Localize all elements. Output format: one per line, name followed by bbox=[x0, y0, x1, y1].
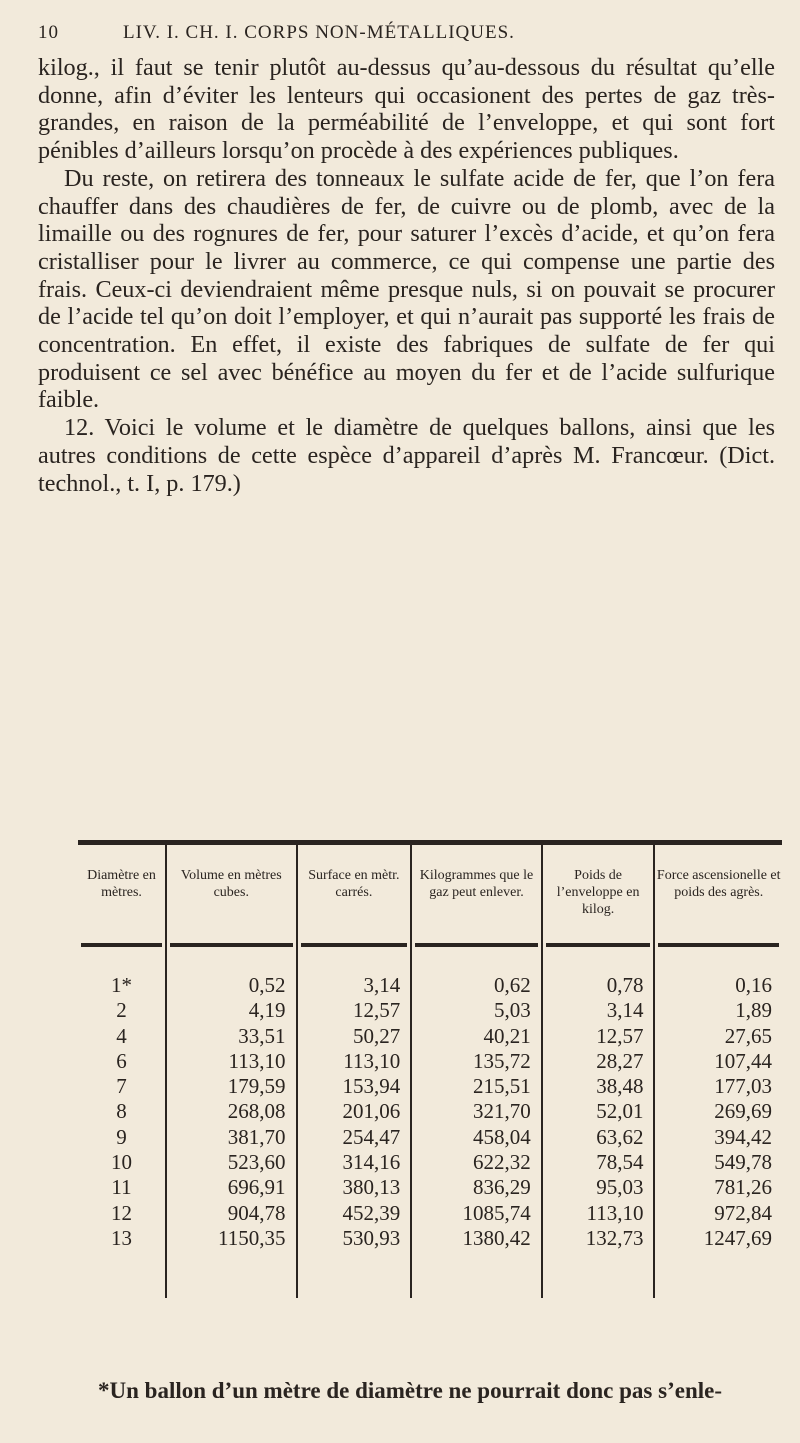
page-number: 10 bbox=[38, 22, 59, 43]
table-cell: 113,10 bbox=[586, 1200, 644, 1225]
column-cells bbox=[298, 947, 411, 1298]
table-cell: 0,52 bbox=[248, 973, 286, 997]
table-cell: 201,06 bbox=[342, 1099, 401, 1124]
table-cell: 0,78 bbox=[606, 973, 644, 997]
table-cell: 4 bbox=[116, 1023, 127, 1048]
column-header: Force ascensionelle et poids des agrès. bbox=[656, 868, 781, 900]
table-cell: 6 bbox=[116, 1048, 127, 1073]
column-header: Kilogrammes que le gaz peut enlever. bbox=[419, 868, 534, 900]
table-cell: 0,16 bbox=[735, 973, 772, 997]
table-cell: 904,78 bbox=[227, 1200, 286, 1225]
table-cell: 3,14 bbox=[363, 973, 401, 997]
column-cells bbox=[167, 947, 296, 1298]
column-cells bbox=[412, 947, 541, 1298]
table-cell: 40,21 bbox=[483, 1023, 531, 1048]
column-header: Volume en mètres cubes. bbox=[180, 868, 282, 900]
table-cell: 27,65 bbox=[724, 1023, 772, 1048]
table-cell: 1380,42 bbox=[462, 1225, 531, 1250]
table-cell: 268,08 bbox=[227, 1099, 286, 1124]
table-cell: 321,70 bbox=[472, 1099, 531, 1124]
table-cell: 696,91 bbox=[227, 1175, 286, 1200]
table-cell: 0,62 bbox=[493, 973, 531, 997]
table-cell: 1,89 bbox=[735, 998, 772, 1023]
table-cell: 3,14 bbox=[606, 998, 644, 1023]
table-cell: 107,44 bbox=[714, 1048, 772, 1073]
table-column bbox=[167, 845, 298, 1298]
column-cells bbox=[655, 947, 782, 1298]
paragraph: Du reste, on retirera des tonneaux le sulfate acide de fer, que l’on fera chauffer dans des chaudières de fer, de cuivre ou de plomb, avec de la limaille ou des rognures de fer, pour saturer l’excès d’acide, et qu’on fera cristalliser pour le livrer au commerce, ce qui compense une partie des frais. Ceux-ci deviendraient même presque nuls, si on pouvait se procurer de l’acide tel qu’on doit l’employer, et qui n’aurait pas supporté les frais de concentration. En effet, il existe des fabriques de sulfate de fer qui produisent ce sel avec bénéfice au moyen du fer et de l’acide sulfurique faible. bbox=[38, 164, 775, 414]
table-cell: 52,01 bbox=[596, 1099, 644, 1124]
table-cell: 1150,35 bbox=[218, 1225, 286, 1250]
table-column bbox=[543, 845, 656, 1298]
table-column bbox=[412, 845, 543, 1298]
table-cell: 254,47 bbox=[342, 1124, 401, 1149]
table-cell: 7 bbox=[116, 1074, 127, 1099]
table-cell: 179,59 bbox=[227, 1074, 286, 1099]
table-cell: 177,03 bbox=[714, 1074, 772, 1099]
table-cell: 38,48 bbox=[596, 1074, 644, 1099]
table-column bbox=[78, 845, 167, 1298]
paragraph: kilog., il faut se tenir plutôt au-dessus qu’au-dessous du résultat qu’elle donne, afin d’éviter les lenteurs qui occasionent des pertes de gaz très-grandes, en raison de la perméabilité de l’enveloppe, et qui sont fort pénibles d’ailleurs lorsqu’on procède à des expériences publiques. bbox=[38, 54, 775, 165]
table-cell: 380,13 bbox=[342, 1175, 401, 1200]
table-cell: 8 bbox=[116, 1099, 127, 1124]
column-cells bbox=[78, 947, 165, 1298]
table-cell: 781,26 bbox=[714, 1175, 772, 1200]
table-cell: 12,57 bbox=[596, 1023, 644, 1048]
table-cell: 1085,74 bbox=[462, 1200, 531, 1225]
table-cell: 530,93 bbox=[342, 1225, 401, 1250]
paragraph: 12. Voici le volume et le diamètre de quelques ballons, ainsi que les autres conditions de cette espèce d’appareil d’après M. Francœur. (Dict. technol., t. I, p. 179.) bbox=[38, 414, 775, 497]
table-cell: 549,78 bbox=[714, 1150, 772, 1175]
table-cell: 2 bbox=[116, 998, 127, 1023]
table-cell: 13 bbox=[111, 1225, 132, 1250]
table-cell: 132,73 bbox=[585, 1225, 644, 1250]
table-column bbox=[655, 845, 782, 1298]
table-cell: 153,94 bbox=[342, 1074, 401, 1099]
column-header: Poids de l’enveloppe en kilog. bbox=[556, 868, 640, 917]
table-cell: 28,27 bbox=[596, 1048, 644, 1073]
table-cell: 63,62 bbox=[596, 1124, 644, 1149]
table-cell: 12,57 bbox=[352, 998, 401, 1023]
footnote: *Un ballon d’un mètre de diamètre ne pourrait donc pas s’enle- bbox=[98, 1378, 722, 1403]
table-cell: 622,32 bbox=[472, 1150, 531, 1175]
table-cell: 113,10 bbox=[343, 1048, 401, 1073]
column-cells bbox=[543, 947, 654, 1298]
column-header: Diamètre en mètres. bbox=[87, 868, 156, 900]
table-cell: 1247,69 bbox=[703, 1225, 772, 1250]
table-cell: 78,54 bbox=[596, 1150, 644, 1175]
table-cell: 458,04 bbox=[472, 1124, 531, 1149]
table-cell: 9 bbox=[116, 1124, 127, 1149]
table-cell: 95,03 bbox=[596, 1175, 644, 1200]
table-cell: 314,16 bbox=[342, 1150, 401, 1175]
table-cell: 1* bbox=[111, 973, 132, 997]
table-cell: 113,10 bbox=[228, 1048, 286, 1073]
table-cell: 523,60 bbox=[227, 1150, 286, 1175]
table-cell: 10 bbox=[111, 1150, 132, 1175]
table-cell: 972,84 bbox=[714, 1200, 772, 1225]
balloon-table bbox=[78, 840, 782, 1298]
table-cell: 836,29 bbox=[472, 1175, 531, 1200]
table-cell: 11 bbox=[111, 1175, 132, 1200]
table-cell: 12 bbox=[111, 1200, 132, 1225]
table-cell: 381,70 bbox=[227, 1124, 286, 1149]
table-column bbox=[298, 845, 413, 1298]
table-cell: 452,39 bbox=[342, 1200, 401, 1225]
body-text bbox=[38, 54, 775, 497]
table-cell: 135,72 bbox=[472, 1048, 531, 1073]
table-cell: 50,27 bbox=[352, 1023, 401, 1048]
table-cell: 33,51 bbox=[238, 1023, 286, 1048]
table-cell: 394,42 bbox=[714, 1124, 772, 1149]
table-cell: 4,19 bbox=[248, 998, 286, 1023]
table-cell: 215,51 bbox=[472, 1074, 531, 1099]
column-header: Surface en mètr. carrés. bbox=[308, 868, 400, 900]
table-cell: 269,69 bbox=[714, 1099, 772, 1124]
table-cell: 5,03 bbox=[493, 998, 531, 1023]
running-title: LIV. I. CH. I. CORPS NON-MÉTALLIQUES. bbox=[123, 22, 515, 43]
